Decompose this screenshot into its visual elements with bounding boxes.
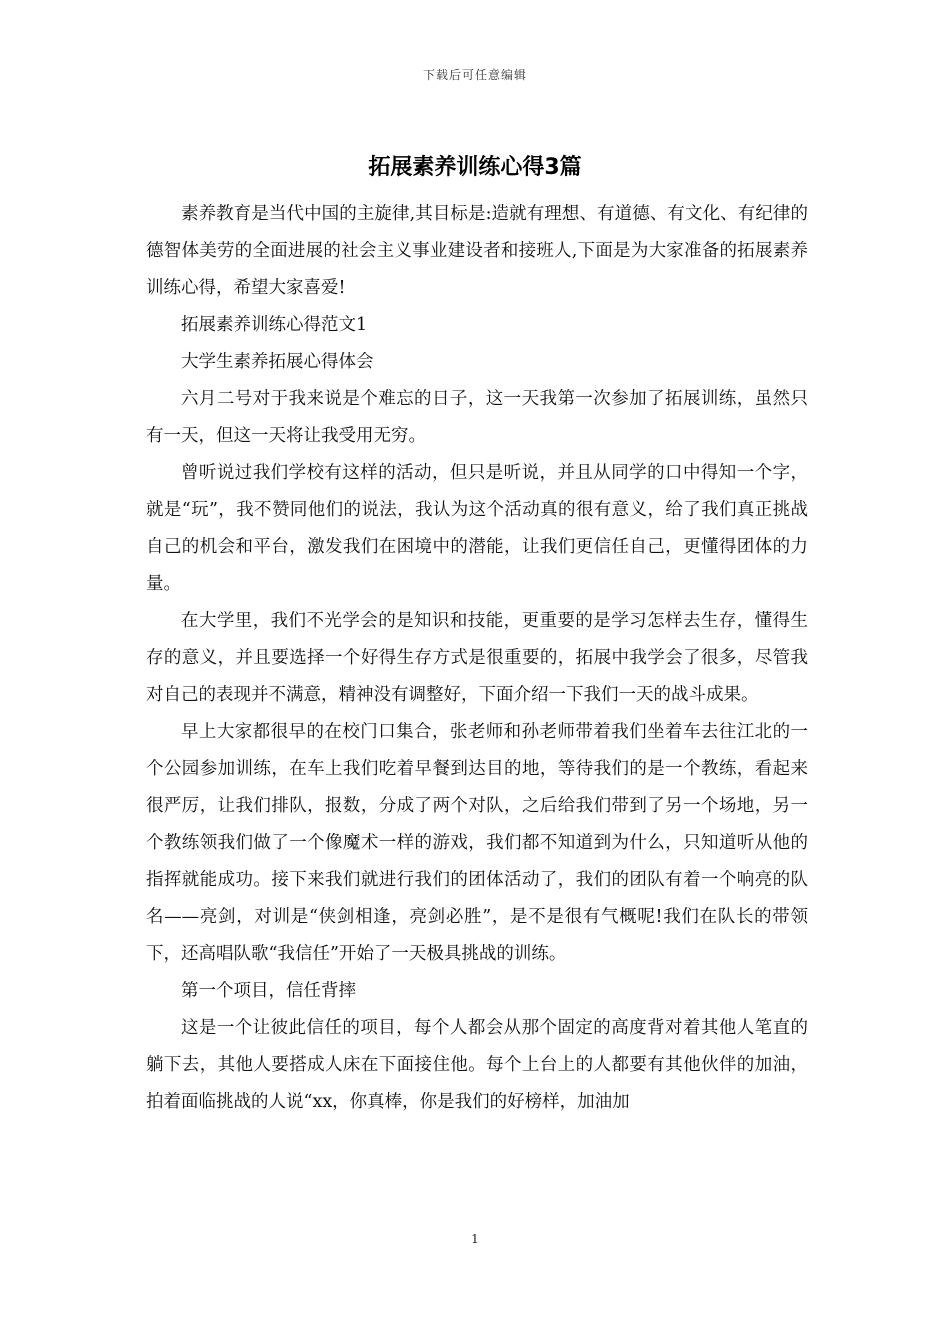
paragraph: 这是一个让彼此信任的项目，每个人都会从那个固定的高度背对着其他人笔直的躺下去，其他人要搭成人床在下面接住他。每个上台上的人都要有其他伙伴的加油，拍着面临挑战的人说“xx，你真棒，你是我们的好榜样，加油加 [146, 1018, 808, 1112]
section-heading: 拓展素养训练心得范文1 [181, 315, 368, 335]
document-title: 拓展素养训练心得3篇 [368, 155, 582, 180]
paragraph: 曾听说过我们学校有这样的活动，但只是听说，并且从同学的口中得知一个字，就是“玩”，我不赞同他们的说法，我认为这个活动真的很有意义，给了我们真正挑战自己的机会和平台，激发我们在困境中的潜能，让我们更信任自己，更懂得团体的力量。 [146, 463, 808, 594]
document-body [146, 196, 808, 1121]
essay-subtitle: 大学生素养拓展心得体会 [181, 352, 374, 372]
paragraph: 早上大家都很早的在校门口集合，张老师和孙老师带着我们坐着车去往江北的一个公园参加训练，在车上我们吃着早餐到达目的地，等待我们的是一个教练，看起来很严厉，让我们排队，报数，分成了两个对队，之后给我们带到了另一个场地，另一个教练领我们做了一个像魔术一样的游戏，我们都不知道到为什么，只知道听从他的指挥就能成功。接下来我们就进行我们的团体活动了，我们的团队有着一个响亮的队名——亮剑，对训是“侠剑相逢，亮剑必胜”，是不是很有气概呢!我们在队长的带领下，还高唱队歌“我信任”开始了一天极具挑战的训练。 [146, 722, 808, 964]
page-number: 1 [471, 1232, 479, 1246]
paragraph: 六月二号对于我来说是个难忘的日子，这一天我第一次参加了拓展训练，虽然只有一天，但这一天将让我受用无穷。 [146, 389, 808, 446]
paragraph-intro: 素养教育是当代中国的主旋律,其目标是:造就有理想、有道德、有文化、有纪律的德智体美劳的全面进展的社会主义事业建设者和接班人,下面是为大家准备的拓展素养训练心得，希望大家喜爱! [146, 204, 808, 298]
header-note: 下载后可任意编辑 [422, 68, 527, 82]
paragraph: 在大学里，我们不光学会的是知识和技能，更重要的是学习怎样去生存，懂得生存的意义，并且要选择一个好得生存方式是很重要的，拓展中我学会了很多，尽管我对自己的表现并不满意，精神没有调整好，下面介绍一下我们一天的战斗成果。 [146, 611, 808, 705]
item-heading: 第一个项目，信任背摔 [181, 981, 356, 1001]
